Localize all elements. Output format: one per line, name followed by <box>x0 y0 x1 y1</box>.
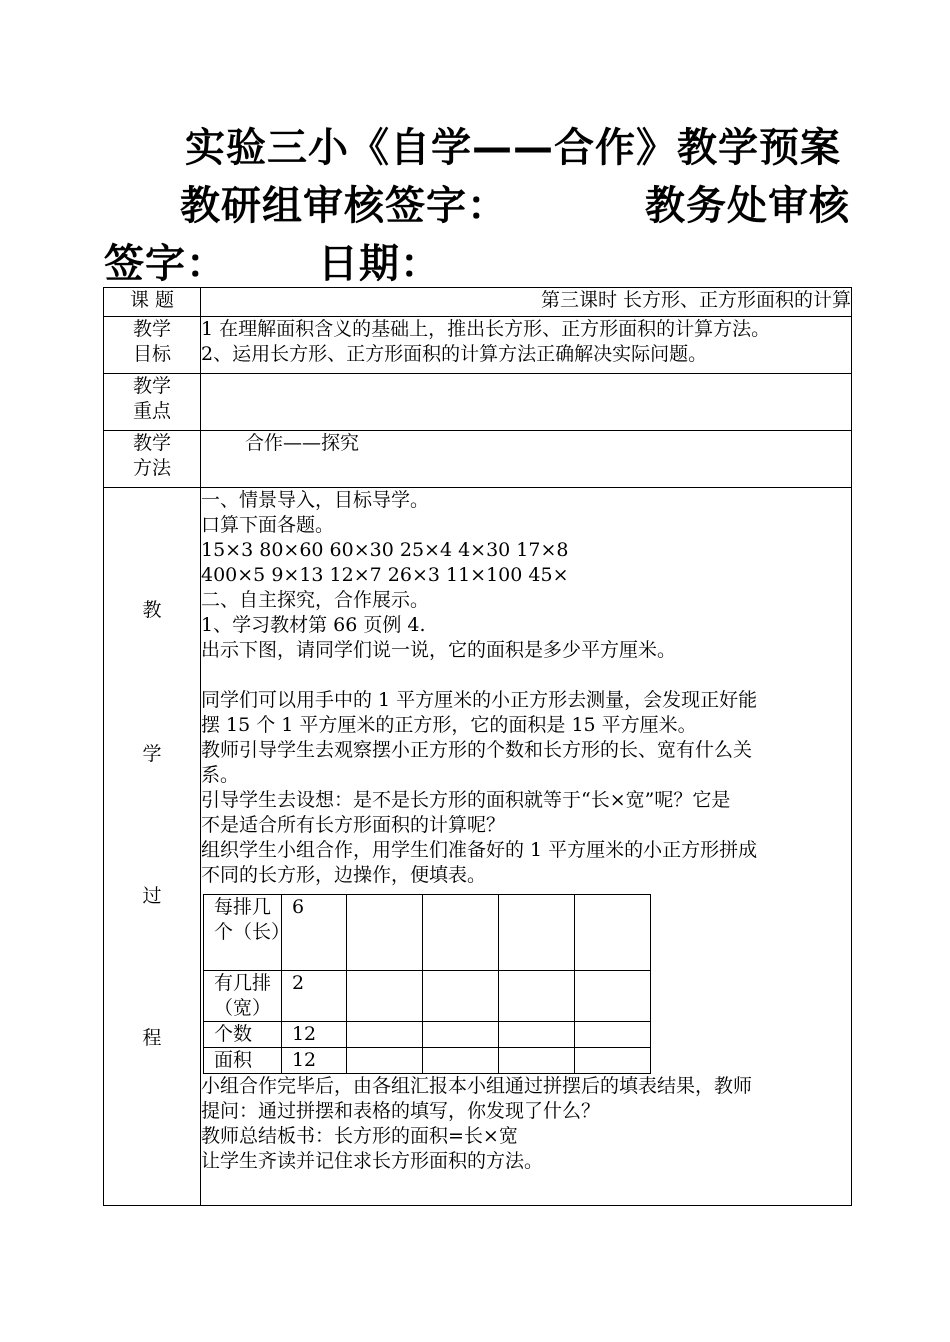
process-line: 出示下图，请同学们说一说，它的面积是多少平方厘米。 <box>201 639 677 661</box>
process-line: 教师总结板书：长方形的面积=长×宽 <box>201 1125 518 1147</box>
method-label <box>104 431 201 488</box>
area-table-cell: 12 <box>281 1048 346 1074</box>
area-table-cell <box>499 1048 575 1074</box>
process-line: 同学们可以用手中的 1 平方厘米的小正方形去测量，会发现正好能 <box>201 689 758 711</box>
key-row <box>104 374 852 431</box>
area-table-cell <box>423 1022 499 1048</box>
area-table-cell <box>423 1048 499 1074</box>
goal-label-line-1: 教学 <box>132 318 171 340</box>
method-label-line-1: 教学 <box>132 432 171 454</box>
method-value: 合作——探究 <box>245 432 360 454</box>
process-line: 系。 <box>201 764 240 786</box>
area-table-row-label: 面积 <box>204 1048 282 1074</box>
area-table-cell <box>423 895 499 971</box>
area-table-cell: 6 <box>281 895 346 971</box>
goal-content <box>201 317 852 374</box>
area-table-cell <box>347 895 423 971</box>
area-table-row-label: 有几排（宽） <box>204 971 282 1022</box>
area-table-cell <box>499 895 575 971</box>
process-line: 引导学生去设想：是不是长方形的面积就等于“长×宽”呢？它是 <box>201 789 731 811</box>
signature-label: 签字： <box>104 241 227 287</box>
process-line: 教师引导学生去观察摆小正方形的个数和长方形的长、宽有什么关 <box>201 739 753 761</box>
process-line: 口算下面各题。 <box>201 514 335 536</box>
process-line: 组织学生小组合作，用学生们准备好的 1 平方厘米的小正方形拼成 <box>201 839 758 861</box>
key-label-line-1: 教学 <box>132 375 171 397</box>
process-line: 400×5 9×13 12×7 26×3 11×100 45× <box>201 564 569 586</box>
area-table-cell <box>575 1022 651 1048</box>
area-table-cell <box>347 1048 423 1074</box>
method-label-line-2: 方法 <box>132 457 171 479</box>
area-table-row <box>204 1022 651 1048</box>
process-label <box>104 488 201 1206</box>
goal-line: 2、运用长方形、正方形面积的计算方法正确解决实际问题。 <box>201 343 708 365</box>
lesson-plan-table <box>103 287 852 1206</box>
topic-label: 课 题 <box>104 288 201 317</box>
area-table-cell <box>499 1022 575 1048</box>
process-line: 提问：通过拼摆和表格的填写，你发现了什么？ <box>201 1100 601 1122</box>
method-row <box>104 431 852 488</box>
document-title: 实验三小《自学——合作》教学预案 <box>185 125 841 171</box>
academic-office-signature-label: 教务处审核 <box>645 183 850 229</box>
process-label-char: 程 <box>142 1027 162 1049</box>
topic-row <box>104 288 852 317</box>
process-row <box>104 488 852 1206</box>
area-table-cell <box>347 971 423 1022</box>
area-fill-table <box>203 894 651 1074</box>
method-content <box>201 431 852 488</box>
process-line: 不同的长方形，边操作，便填表。 <box>201 864 487 886</box>
process-line: 摆 15 个 1 平方厘米的正方形，它的面积是 15 平方厘米。 <box>201 714 697 736</box>
area-table-cell <box>499 971 575 1022</box>
process-label-char: 教 <box>142 599 162 621</box>
area-table-cell <box>423 971 499 1022</box>
research-group-signature-label: 教研组审核签字： <box>180 183 508 229</box>
process-label-char: 过 <box>142 885 162 907</box>
area-table-row <box>204 895 651 971</box>
goal-line: 1 在理解面积含义的基础上，推出长方形、正方形面积的计算方法。 <box>201 318 771 340</box>
area-table-cell <box>575 971 651 1022</box>
key-content <box>201 374 852 431</box>
area-table-cell <box>575 1048 651 1074</box>
process-content <box>201 488 852 1206</box>
key-label <box>104 374 201 431</box>
area-table-cell: 12 <box>281 1022 346 1048</box>
process-line: 不是适合所有长方形面积的计算呢？ <box>201 814 506 836</box>
area-table-cell <box>575 895 651 971</box>
area-table-row <box>204 971 651 1022</box>
area-table-cell <box>347 1022 423 1048</box>
process-line: 1、学习教材第 66 页例 4. <box>201 614 426 636</box>
process-line: 二、自主探究，合作展示。 <box>201 589 430 611</box>
goal-label <box>104 317 201 374</box>
goal-row <box>104 317 852 374</box>
process-line: 一、情景导入，目标导学。 <box>201 489 430 511</box>
area-table-row-label: 每排几个（长） <box>204 895 282 971</box>
process-line: 让学生齐读并记住求长方形面积的方法。 <box>201 1150 544 1172</box>
process-line: 小组合作完毕后，由各组汇报本小组通过拼摆后的填表结果，教师 <box>201 1075 753 1097</box>
process-line: 15×3 80×60 60×30 25×4 4×30 17×8 <box>201 539 569 561</box>
process-line <box>201 663 851 688</box>
goal-label-line-2: 目标 <box>132 343 171 365</box>
area-table-cell: 2 <box>281 971 346 1022</box>
key-label-line-2: 重点 <box>132 400 171 422</box>
process-label-char: 学 <box>142 743 162 765</box>
date-label: 日期： <box>318 241 441 287</box>
area-table-row <box>204 1048 651 1074</box>
area-table-row-label: 个数 <box>204 1022 282 1048</box>
topic-value: 第三课时 长方形、正方形面积的计算 <box>201 288 852 317</box>
